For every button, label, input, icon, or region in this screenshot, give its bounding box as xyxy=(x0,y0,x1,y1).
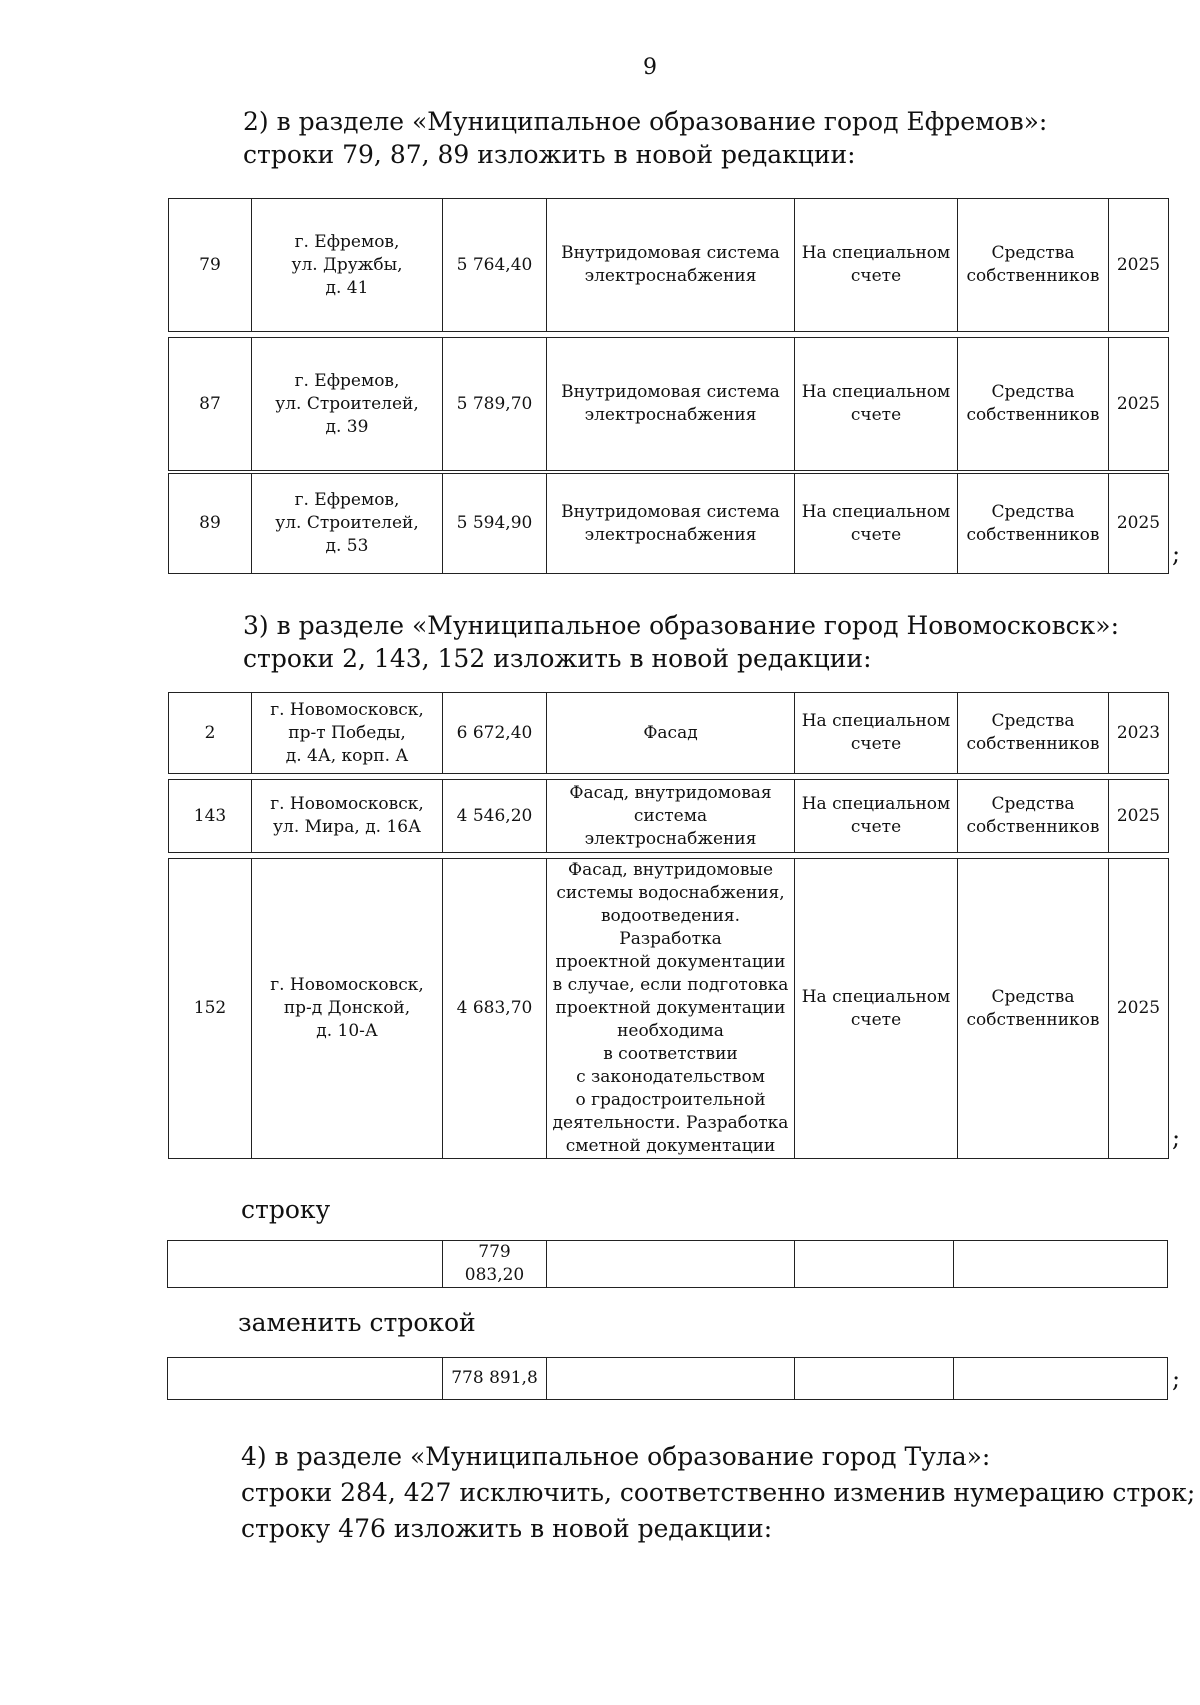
table-row xyxy=(169,859,1169,1159)
year-cell: 2023 xyxy=(1109,693,1169,774)
section-2-row-87-table xyxy=(168,337,1169,471)
section-2-row-89-table xyxy=(168,473,1169,574)
area-cell: 4 683,70 xyxy=(443,859,547,1159)
table-row xyxy=(169,474,1169,574)
table-row xyxy=(169,693,1169,774)
page-number: 9 xyxy=(643,55,657,80)
row-number: 79 xyxy=(169,199,252,332)
section-3-row-152-table xyxy=(168,858,1169,1159)
section-4-text xyxy=(241,1439,1195,1547)
table-row xyxy=(168,1358,1168,1400)
address-cell: г. Ефремов, ул. Строителей, д. 53 xyxy=(252,474,443,574)
replace-label: заменить строкой xyxy=(238,1308,476,1337)
section-2-intro-line-1: 2) в разделе «Муниципальное образование город Ефремов»: xyxy=(243,107,1048,136)
year-cell: 2025 xyxy=(1109,474,1169,574)
table-row xyxy=(168,1241,1168,1288)
account-cell: На специальном счете xyxy=(795,780,958,853)
table-row xyxy=(169,199,1169,332)
source-cell: Средства собственников xyxy=(958,199,1109,332)
line-label: строку xyxy=(241,1195,331,1224)
address-cell: г. Новомосковск, пр-т Победы, д. 4А, корп. А xyxy=(252,693,443,774)
table-row xyxy=(169,780,1169,853)
section-3-row-2-table xyxy=(168,692,1169,774)
empty-cell xyxy=(168,1358,443,1400)
source-cell: Средства собственников xyxy=(958,693,1109,774)
account-cell: На специальном счете xyxy=(795,199,958,332)
source-cell: Средства собственников xyxy=(958,859,1109,1159)
empty-cell xyxy=(954,1241,1168,1288)
area-cell: 5 764,40 xyxy=(443,199,547,332)
account-cell: На специальном счете xyxy=(795,474,958,574)
section-3-row-143-table xyxy=(168,779,1169,853)
new-total-table xyxy=(167,1357,1168,1400)
work-cell: Внутридомовая система электроснабжения xyxy=(547,338,795,471)
old-total-table xyxy=(167,1240,1168,1288)
row-number: 87 xyxy=(169,338,252,471)
section-2-intro xyxy=(243,105,1047,171)
table-row xyxy=(169,338,1169,471)
address-cell: г. Ефремов, ул. Строителей, д. 39 xyxy=(252,338,443,471)
work-cell: Фасад xyxy=(547,693,795,774)
row-number: 152 xyxy=(169,859,252,1159)
section-3-end-mark: ; xyxy=(1172,1124,1181,1152)
new-total-value: 778 891,8 xyxy=(443,1358,547,1400)
work-cell: Фасад, внутридомовая система электроснабжения xyxy=(547,780,795,853)
year-cell: 2025 xyxy=(1109,199,1169,332)
source-cell: Средства собственников xyxy=(958,474,1109,574)
account-cell: На специальном счете xyxy=(795,693,958,774)
account-cell: На специальном счете xyxy=(795,338,958,471)
section-2-row-79-table xyxy=(168,198,1169,332)
empty-cell xyxy=(547,1358,795,1400)
row-number: 89 xyxy=(169,474,252,574)
empty-cell xyxy=(795,1241,954,1288)
work-cell: Внутридомовая система электроснабжения xyxy=(547,474,795,574)
work-cell: Фасад, внутридомовые системы водоснабжения, водоотведения. Разработка проектной документации в случае, если подготовка проектной документации необходима в соответствии с законодательством о градостроительной деятельности. Разработка сметной документации xyxy=(547,859,795,1159)
area-cell: 6 672,40 xyxy=(443,693,547,774)
section-3-intro-line-1: 3) в разделе «Муниципальное образование город Новомосковск»: xyxy=(243,611,1120,640)
row-number: 2 xyxy=(169,693,252,774)
year-cell: 2025 xyxy=(1109,859,1169,1159)
year-cell: 2025 xyxy=(1109,338,1169,471)
section-2-end-mark: ; xyxy=(1172,540,1181,568)
replace-end-mark: ; xyxy=(1172,1365,1181,1393)
empty-cell xyxy=(547,1241,795,1288)
section-4-line-2: строки 284, 427 исключить, соответственно изменив нумерацию строк; xyxy=(241,1478,1196,1507)
area-cell: 4 546,20 xyxy=(443,780,547,853)
section-2-intro-line-2: строки 79, 87, 89 изложить в новой редакции: xyxy=(243,140,856,169)
source-cell: Средства собственников xyxy=(958,338,1109,471)
work-cell: Внутридомовая система электроснабжения xyxy=(547,199,795,332)
old-total-value: 779 083,20 xyxy=(443,1241,547,1288)
section-3-intro-line-2: строки 2, 143, 152 изложить в новой редакции: xyxy=(243,644,872,673)
area-cell: 5 594,90 xyxy=(443,474,547,574)
empty-cell xyxy=(795,1358,954,1400)
area-cell: 5 789,70 xyxy=(443,338,547,471)
address-cell: г. Новомосковск, пр-д Донской, д. 10-А xyxy=(252,859,443,1159)
empty-cell xyxy=(168,1241,443,1288)
section-4-line-3: строку 476 изложить в новой редакции: xyxy=(241,1514,773,1543)
address-cell: г. Ефремов, ул. Дружбы, д. 41 xyxy=(252,199,443,332)
address-cell: г. Новомосковск, ул. Мира, д. 16А xyxy=(252,780,443,853)
section-3-intro xyxy=(243,609,1119,675)
year-cell: 2025 xyxy=(1109,780,1169,853)
row-number: 143 xyxy=(169,780,252,853)
empty-cell xyxy=(954,1358,1168,1400)
account-cell: На специальном счете xyxy=(795,859,958,1159)
source-cell: Средства собственников xyxy=(958,780,1109,853)
section-4-line-1: 4) в разделе «Муниципальное образование город Тула»: xyxy=(241,1442,991,1471)
